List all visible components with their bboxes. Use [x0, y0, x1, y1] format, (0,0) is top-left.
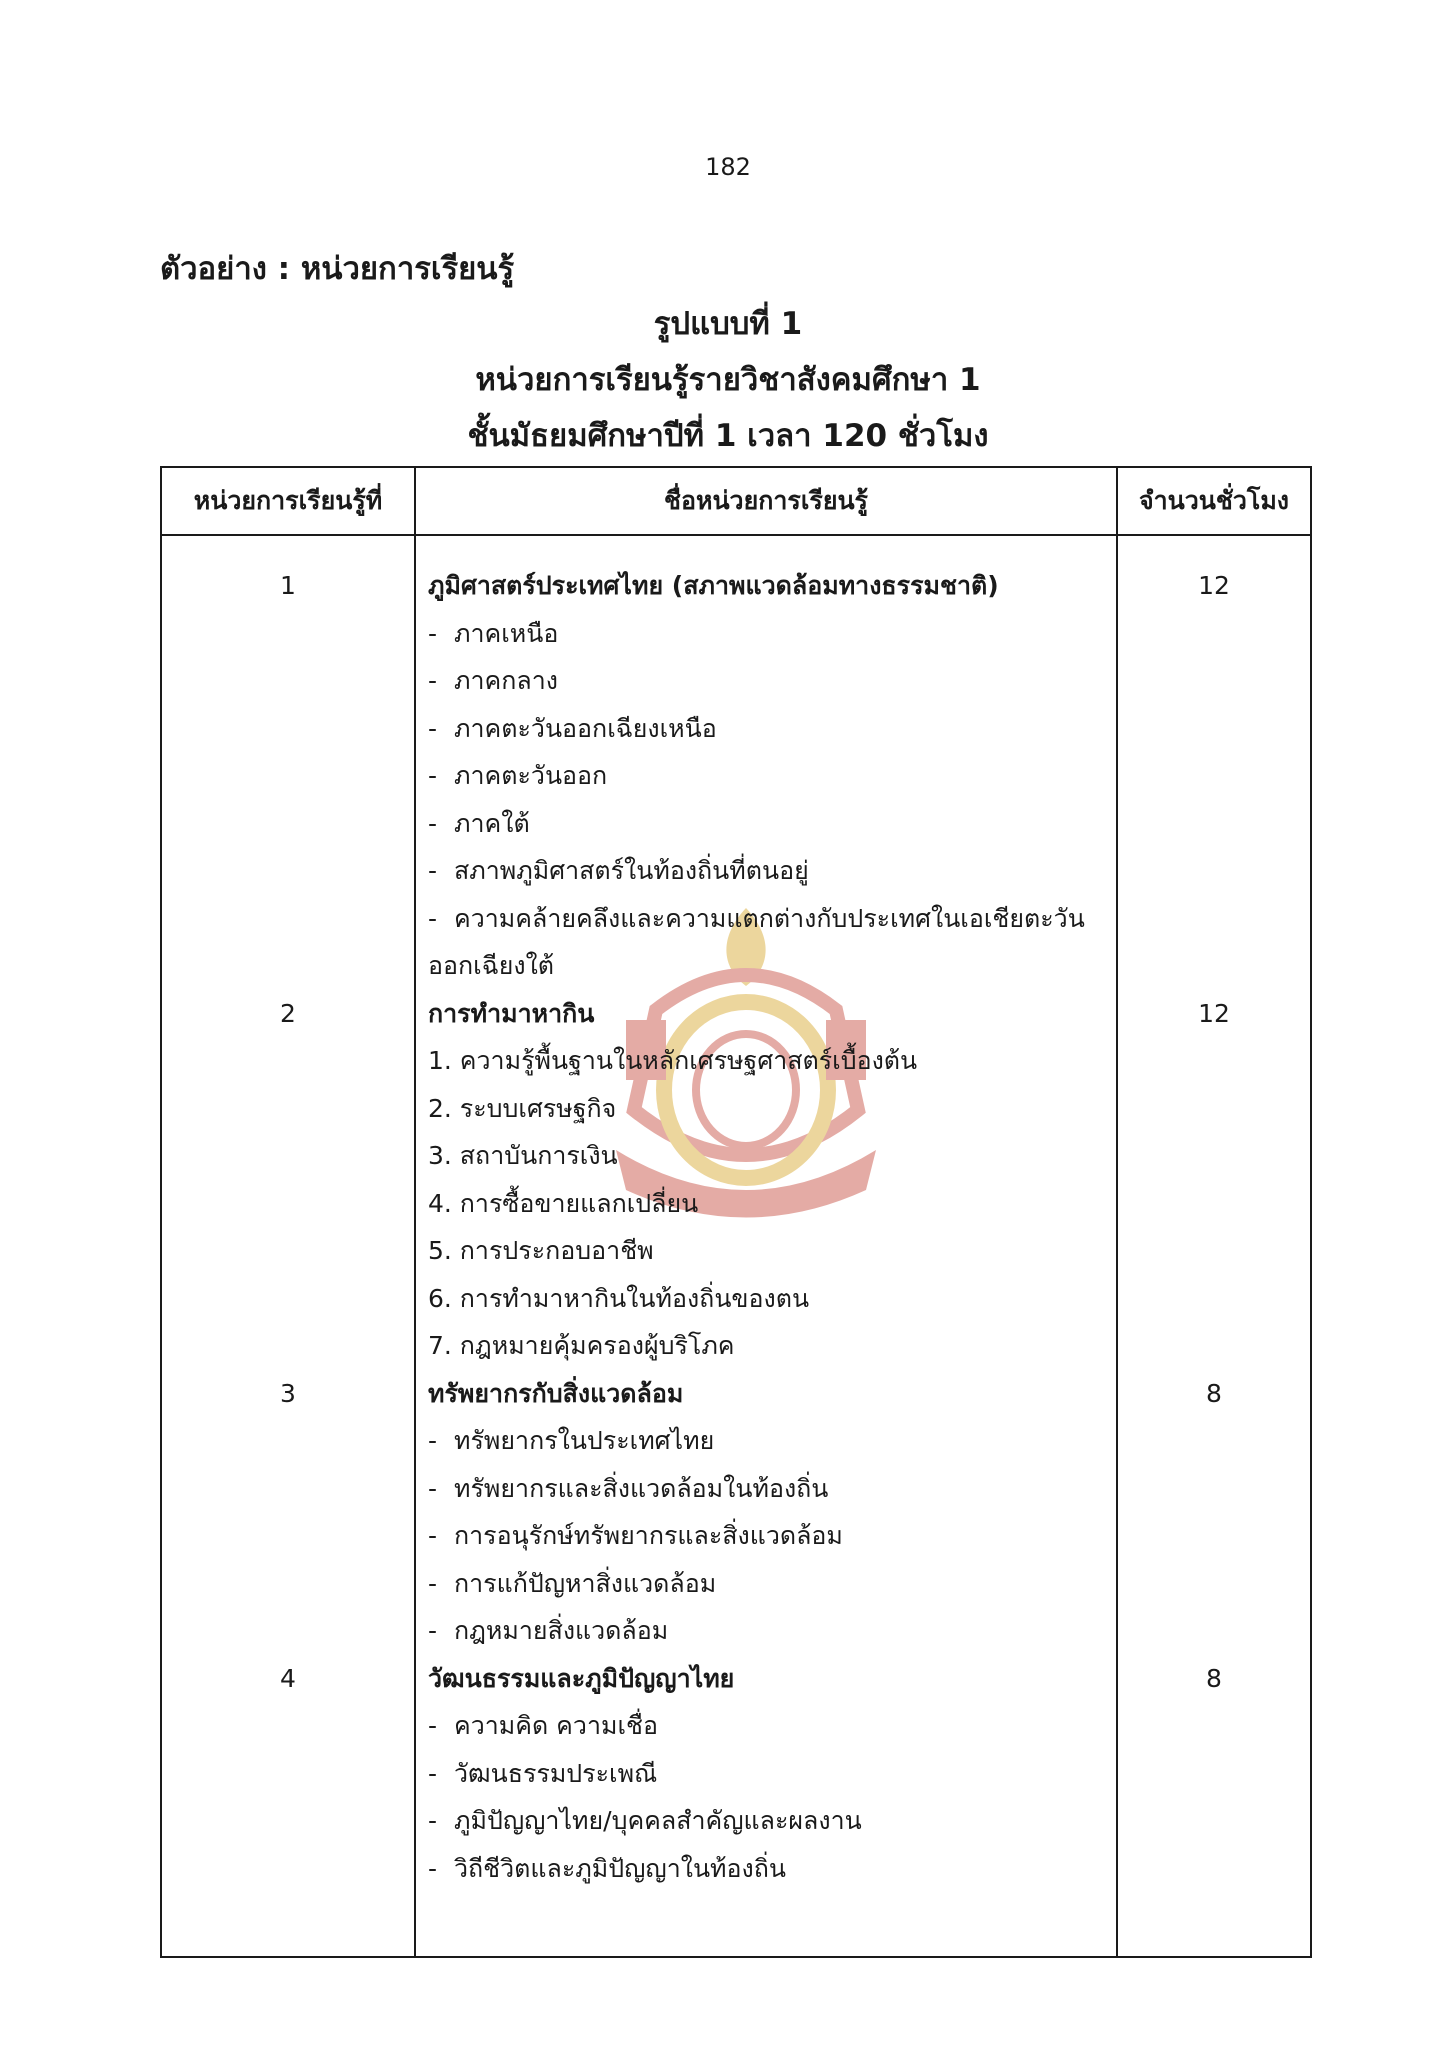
title-grade-hours: ชั้นมัธยมศึกษาปีที่ 1 เวลา 120 ชั่วโมง [467, 418, 989, 454]
list-item: - กฎหมายสิ่งแวดล้อม [428, 1616, 669, 1645]
unit-3-title: ทรัพยากรกับสิ่งแวดล้อม [428, 1378, 684, 1408]
list-item: - การอนุรักษ์ทรัพยากรและสิ่งแวดล้อม [428, 1521, 843, 1550]
unit-number-column [161, 535, 415, 1957]
list-item: 6. การทำมาหากินในท้องถิ่นของตน [428, 1283, 810, 1313]
list-item: - วัฒนธรรมประเพณี [428, 1758, 658, 1788]
title-block [0, 296, 1456, 464]
list-item: 3. สถาบันการเงิน [428, 1141, 618, 1170]
table-body-row [161, 535, 1311, 1957]
list-item: 4. การซื้อขายแลกเปลี่ยน [428, 1188, 699, 1218]
list-item: - ภาคใต้ [428, 808, 530, 838]
table-header-row [161, 467, 1311, 535]
list-item: - ภาคตะวันออกเฉียงเหนือ [428, 713, 717, 743]
list-item: - ทรัพยากรในประเทศไทย [428, 1426, 715, 1455]
unit-2-title: การทำมาหากิน [428, 998, 595, 1028]
unit-1-hours: 12 [1198, 571, 1230, 600]
list-item: 2. ระบบเศรษฐกิจ [428, 1093, 617, 1123]
list-item: - ภาคเหนือ [428, 618, 559, 648]
learning-units-table [160, 466, 1312, 1958]
unit-name-column [415, 535, 1117, 1957]
list-item: - ทรัพยากรและสิ่งแวดล้อมในท้องถิ่น [428, 1473, 829, 1503]
unit-3-hours: 8 [1206, 1378, 1222, 1408]
list-item: 5. การประกอบอาชีพ [428, 1236, 654, 1265]
list-item: - การแก้ปัญหาสิ่งแวดล้อม [428, 1568, 717, 1598]
list-item: - ภาคกลาง [428, 666, 558, 695]
title-subject: หน่วยการเรียนรู้รายวิชาสังคมศึกษา 1 [475, 362, 981, 398]
example-label: ตัวอย่าง : หน่วยการเรียนรู้ [160, 251, 515, 287]
list-item: - สภาพภูมิศาสตร์ในท้องถิ่นที่ตนอยู่ [428, 856, 809, 885]
unit-3-number: 3 [280, 1378, 296, 1408]
header-unit-name: ชื่อหน่วยการเรียนรู้ [415, 467, 1117, 535]
unit-4-title: วัฒนธรรมและภูมิปัญญาไทย [428, 1663, 735, 1693]
unit-1-number: 1 [280, 571, 296, 600]
header-unit-no: หน่วยการเรียนรู้ที่ [161, 467, 415, 535]
list-item: - ภูมิปัญญาไทย/บุคคลสำคัญและผลงาน [428, 1806, 862, 1835]
header-hours: จำนวนชั่วโมง [1117, 467, 1311, 535]
unit-1-title: ภูมิศาสตร์ประเทศไทย (สภาพแวดล้อมทางธรรมชาติ) [428, 571, 999, 600]
title-format: รูปแบบที่ 1 [653, 306, 803, 342]
list-item: 7. กฎหมายคุ้มครองผู้บริโภค [428, 1331, 735, 1360]
unit-4-hours: 8 [1206, 1663, 1222, 1693]
list-item: - ความคิด ความเชื่อ [428, 1711, 658, 1740]
list-item: - วิถีชีวิตและภูมิปัญญาในท้องถิ่น [428, 1853, 786, 1883]
list-item: - ภาคตะวันออก [428, 761, 608, 790]
unit-2-hours: 12 [1198, 998, 1230, 1028]
page-number: 182 [705, 153, 751, 181]
list-item: 1. ความรู้พื้นฐานในหลักเศรษฐศาสตร์เบื้องต้น [428, 1046, 918, 1075]
unit-4-number: 4 [280, 1663, 296, 1693]
list-item: - ความคล้ายคลึงและความแตกต่างกับประเทศในเอเชียตะวันออกเฉียงใต้ [428, 903, 1085, 980]
hours-column [1117, 535, 1311, 1957]
unit-2-number: 2 [280, 998, 296, 1028]
